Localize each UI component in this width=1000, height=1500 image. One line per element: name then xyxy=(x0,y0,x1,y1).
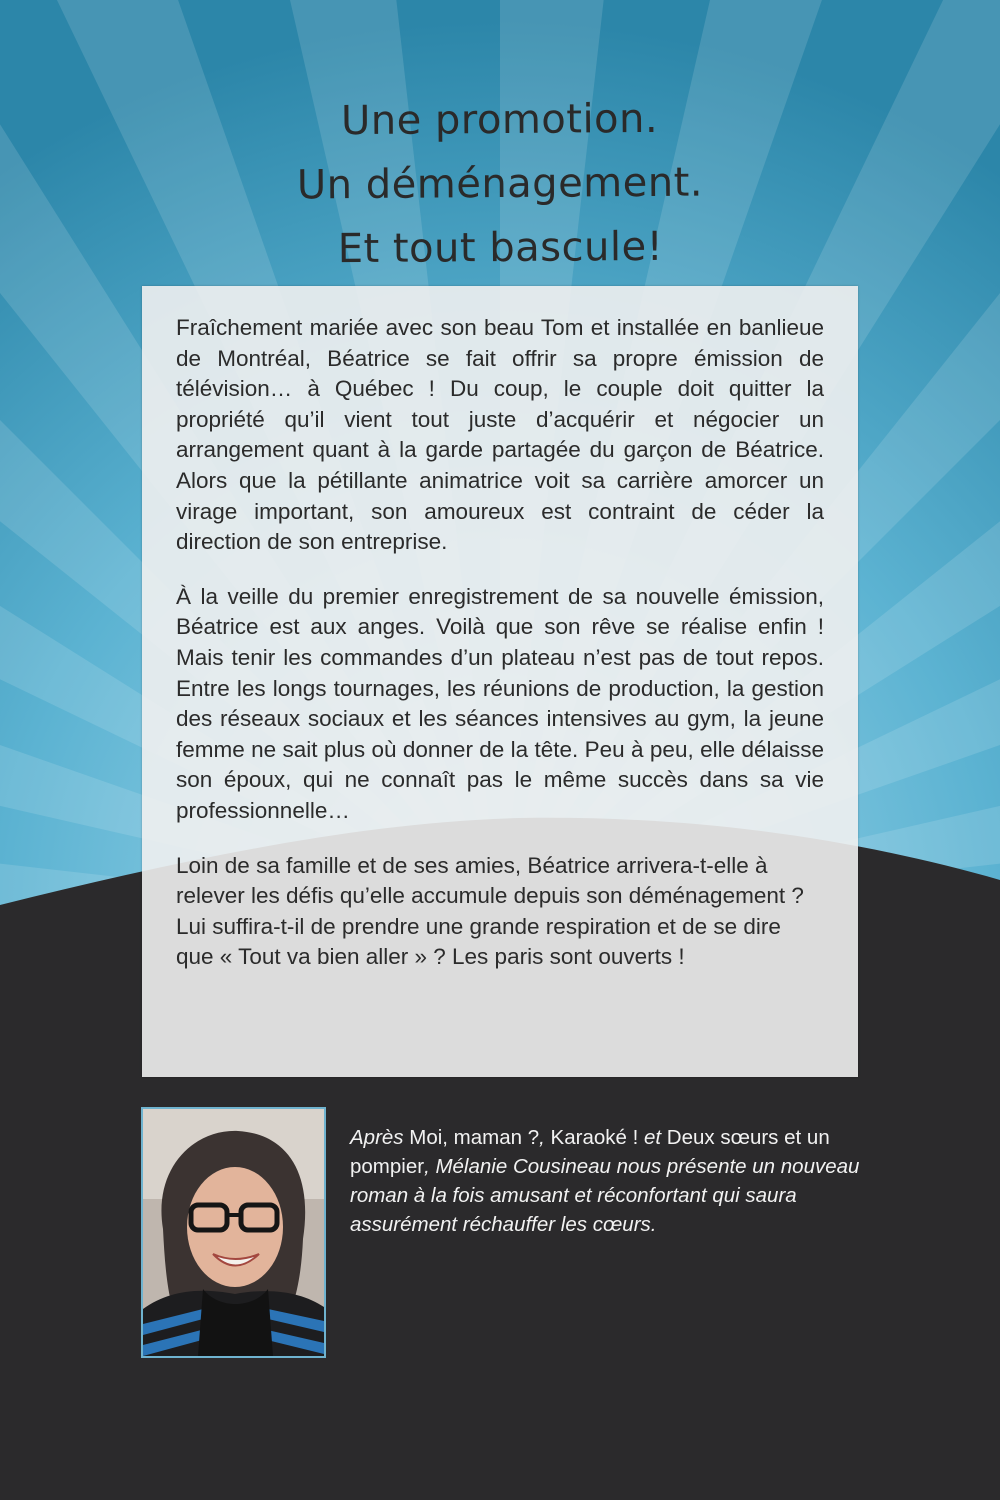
author-photo xyxy=(141,1107,326,1358)
bio-title-1: Moi, maman ? xyxy=(403,1126,540,1149)
bio-closing: , Mélanie Cousineau nous présente un nouveau roman à la fois amusant et réconfortant qui saura assurément réchauffer les cœurs. xyxy=(350,1155,860,1236)
headline-line-3: Et tout bascule! xyxy=(337,223,664,273)
summary-paragraph-2: À la veille du premier enregistrement de sa nouvelle émission, Béatrice est aux anges. Voilà que son rêve se réalise enfin ! Mais tenir les commandes d’un plateau n’est pas de tout repos. Entre les longs tournages, les réunions de production, la gestion des réseaux sociaux et les séances intensives au gym, la jeune femme ne sait plus où donner de la tête. Peu à peu, elle délaisse son époux, qui ne connaît pas le même succès dans sa vie professionnelle… xyxy=(176,583,824,823)
headline xyxy=(0,85,1000,284)
headline-line-1: Une promotion. xyxy=(340,95,659,145)
summary-paragraph-3: Loin de sa famille et de ses amies, Béatrice arrivera-t-elle à relever les défis qu’elle accumule depuis son déménagement ? Lui suffira-t-il de prendre une grande respiration et de se dire que « Tout va bien aller » ? Les paris sont ouverts ! xyxy=(176,852,804,970)
headline-line-2: Un déménagement. xyxy=(296,159,704,209)
bio-separator-2: et xyxy=(638,1126,667,1149)
bio-separator-1: , xyxy=(539,1126,551,1149)
summary-box xyxy=(142,286,858,1077)
bio-intro: Après xyxy=(350,1126,404,1149)
author-portrait-icon xyxy=(143,1109,324,1356)
bio-title-2: Karaoké ! xyxy=(550,1126,639,1149)
author-bio xyxy=(350,1123,870,1239)
summary-paragraph-1: Fraîchement mariée avec son beau Tom et installée en banlieue de Montréal, Béatrice se fait offrir sa propre émission de télévision… à Québec ! Du coup, le couple doit quitter la propriété qu’il vient tout juste d’acquérir et négocier un arrangement quant à la garde partagée du garçon de Béatrice. Alors que la pétillante animatrice voit sa carrière amorcer un virage important, son amoureux est contraint de céder la direction de son entreprise. xyxy=(176,315,824,555)
bio-title-3: Deux sœurs et un pompier xyxy=(350,1126,830,1178)
